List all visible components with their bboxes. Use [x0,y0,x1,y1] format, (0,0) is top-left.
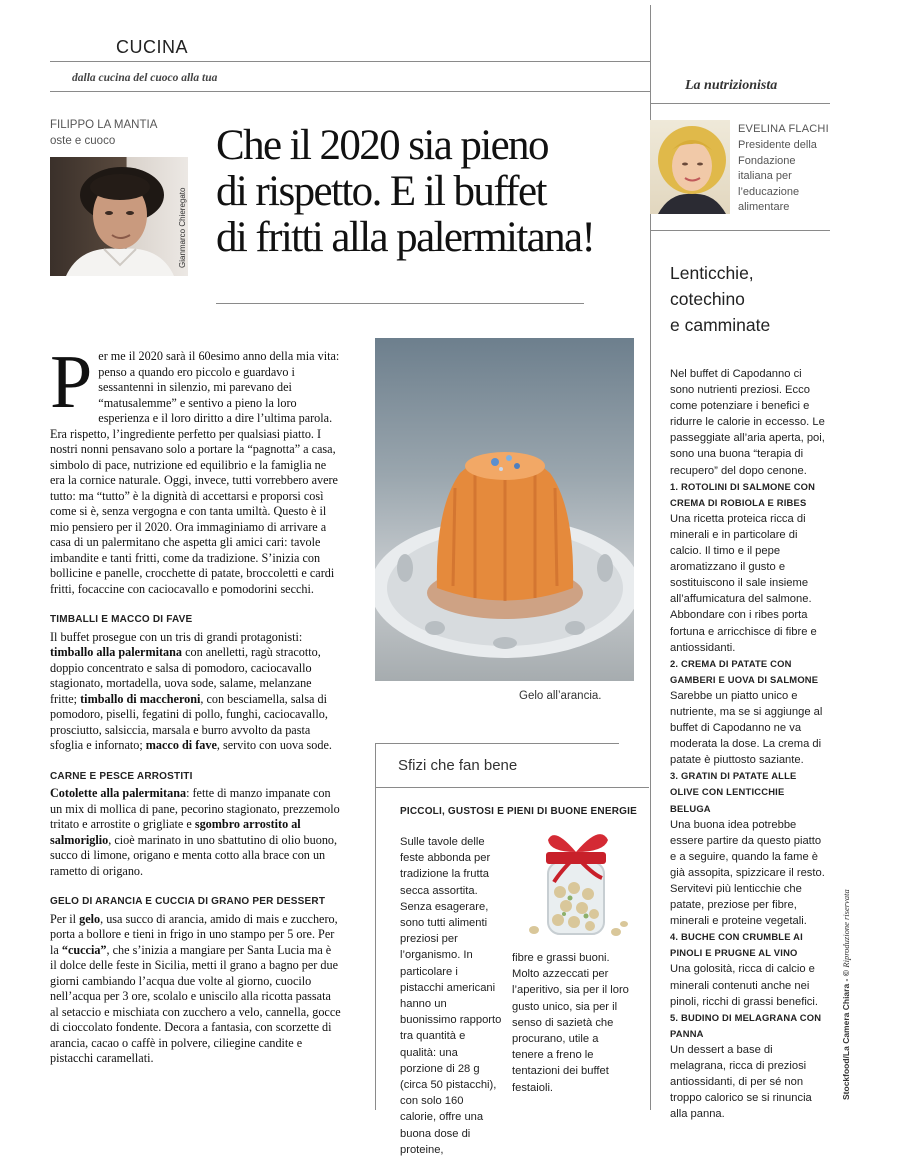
nutrition-item-1-title: 1. ROTOLINI DI SALMONE CON CREMA DI ROBIOLA E RIBES [670,480,816,508]
article-intro: Per me il 2020 sarà il 60esimo anno della mia vita: penso a quando ero piccolo e guardavo i sessantenni in silenzio, mi parevano dei “matusalemme” e sentivo a pieno la loro esperienza e il loro diritto a dire l’ultima parola. Era rispetto, l’ingrediente perfetto per qualsiasi piatto. I nostri nonni pensavano solo a portare la “pagnotta” a casa, simbolo di pace, nutrizione ed equilibrio e la famiglia ne era la cornice naturale. Oggi, invece, tutti vorrebbero avere tutto: ma “tutto” è la dignità di accettarsi e proporsi così come si è, senza vergogna e con tanta umiltà. Questo è il mio pensiero per il 2020. Ora immaginiamo di arrivare a casa di un palermitano che aspetta gli amici cari: tavole imbandite e tanti fritti, come da tradizione. S’inizia con bollicine e panelle, crocchette di patate, broccoletti e cardi fritti, focaccine con caciocavallo e pomodorini secchi. [50,340,340,596]
nutrition-item-5-title: 5. BUDINO DI MELAGRANA CON PANNA [670,1011,822,1039]
nutritionist-name: EVELINA FLACHI [738,123,829,135]
nutrition-item-2-title: 2. CREMA DI PATATE CON GAMBERI E UOVA DI SALMONE [670,657,819,685]
nutritionist-title-line-3: e camminate [670,315,771,335]
nutritionist-role: Presidente della Fondazione italiana per l’educazione alimentare [738,139,817,213]
headline-line-3: di fritti alla palermitana! [216,214,595,261]
gelo-photo [375,338,634,681]
tagline-rule [50,91,650,92]
nutrition-item-5-text: Un dessert a base di melagrana, ricca di preziosi antiossidanti, di per sé non troppo calorico se si rinuncia alla panna. [670,1043,812,1121]
nutrition-item-4-text: Una golosità, ricca di calcio e minerali contenuti anche nei pinoli, ricchi di grassi benefici. [670,963,818,1008]
nutrition-item-4-title: 4. BUCHE CON CRUMBLE AI PINOLI E PRUGNE AL VINO [670,931,803,959]
box-title: Sfizi che fan bene [398,757,518,774]
nutritionist-label: La nutrizionista [685,78,778,93]
nutritionist-title [670,260,770,338]
side-credit: Stockfood/La Camera Chiara - © Riproduzione riservata [841,889,851,1100]
section-text-timballi: Il buffet prosegue con un tris di grandi protagonisti: timballo alla palermitana con anelletti, ragù stracotto, doppio concentrato e salsa di pomodoro, caciocavallo stagionato, mortadella, uova sode, salame, melanzane fritte; timballo di maccheroni, con besciamella, salsa di pomodoro, piselli, fegatini di pollo, funghi, caciocavallo, prosciutto, salsiccia, marsala e burro avvolto da pasta sfoglia e infornato; macco di fave, servito con uova sode. [50,629,332,752]
headline-rule [216,303,584,304]
photo-caption: Gelo all’arancia. [519,690,602,702]
nutritionist-title-line-1: Lenticchie, [670,263,754,283]
nutritionist-intro: Nel buffet di Capodanno ci sono nutrienti preziosi. Ecco come potenziare i benefici e ridurre le calorie in eccesso. Le passeggiate all’aria aperta, poi, sono una buona “terapia di recupero” del dopo cenone. [670,368,825,477]
headline-line-2: di rispetto. E il buffet [216,168,546,215]
section-heading-timballi: TIMBALLI E MACCO DI FAVE [50,614,193,625]
box-col-1: Sulle tavole delle feste abbonda per tradizione la frutta secca assortita. Senza esagerare, sono tutti alimenti preziosi per l’organismo. In particolare i pistacchi americani hanno un buonissimo rapporto tra quantità e qualità: una porzione di 28 g (circa 50 pistacchi), con solo 160 calorie, offre una buona dose di proteine, [400,836,502,1156]
nutritionist-body [670,366,826,1122]
box-title-rule [375,787,649,788]
nutrition-item-1-text: Una ricetta proteica ricca di minerali e in particolare di calcio. Il timo e il pepe aromatizzano il gusto e sostituiscono il sale insieme all’affumicatura del salmone. Abbondare con i ribes porta fortuna e arricchisce di fibre e antiossidanti. [670,512,817,654]
nutritionist-title-line-2: cotechino [670,289,745,309]
author-photo [50,157,188,276]
section-text-carne: Cotolette alla palermitana: fette di manzo impanate con un mix di mollica di pane, pecorino stagionato, prezzemolo tritato e arrostite o grigliate e sgombro arrostito al salmoriglio, cioè marinato in uno sbattutino di olio buono, succo di limone, origano e menta cotto alla brace con un rametto di origano. [50,786,340,878]
article-body [50,340,341,1067]
nutritionist-photo [650,120,730,214]
headline-line-1: Che il 2020 sia pieno [216,122,548,169]
box-col-2: fibre e grassi buoni. Molto azzeccati per l’aperitivo, sia per il loro gusto unico, sia per il senso di sazietà che procurano, utile a tenere a freno le tentazioni dei buffet festaioli. [512,952,629,1094]
nutritionist-photo-rule [650,230,830,231]
box-left-rule [375,743,376,1110]
header-rule [50,61,650,62]
section-heading-gelo: GELO DI ARANCIA E CUCCIA DI GRANO PER DESSERT [50,896,326,907]
dropcap: P [50,340,93,424]
nutrition-item-2-text: Sarebbe un piatto unico e nutriente, ma se si aggiunge al buffet di Capodanno ne va moderata la dose. La crema di patate è piuttosto saziante. [670,689,823,767]
section-text-gelo: Per il gelo, usa succo di arancia, amido di mais e zucchero, porta a bollore e tieni in frigo in uno stampo per 5 ore. Per la “cuccia”, che s’inizia a mangiare per Santa Lucia ma è il dolce delle feste in Sicilia, metti il grano a bagno per due giorni cambiando l’acqua due volte al giorno, cuocilo nell’acqua per 3 ore, scolalo e uniscilo alla ricotta passata al setaccio e mischiata con zucchero a velo, cannella, gocce di cioccolato fondente. Decora a fantasia, con scorzette di arancia, cacao o caffè in polvere, ciliegine candite e pistacchi caramellati. [50,911,341,1065]
nutrition-item-3-title: 3. GRATIN DI PATATE ALLE OLIVE CON LENTICCHIE BELUGA [670,770,797,814]
nutrition-item-3-text: Una buona idea potrebbe essere partire da questo piatto e a seguire, quando la fame è già assopita, spizzicare il resto. Servitevi più lenticchie che patate, preziose per fibre, minerali e proteine vegetali. [670,818,825,928]
section-title: CUCINA [116,37,189,57]
author-name: FILIPPO LA MANTIA [50,119,158,131]
box-top-rule [375,743,619,744]
author-role: oste e cuoco [50,135,116,147]
photo-credit: Gianmarco Chieregato [178,187,187,268]
section-heading-carne: CARNE E PESCE ARROSTITI [50,770,193,782]
tagline: dalla cucina del cuoco alla tua [72,72,218,84]
headline [216,123,594,261]
pistachio-jar-image [520,822,638,940]
nutritionist-rule [650,103,830,104]
box-subtitle: PICCOLI, GUSTOSI E PIENI DI BUONE ENERGIE [400,806,637,817]
